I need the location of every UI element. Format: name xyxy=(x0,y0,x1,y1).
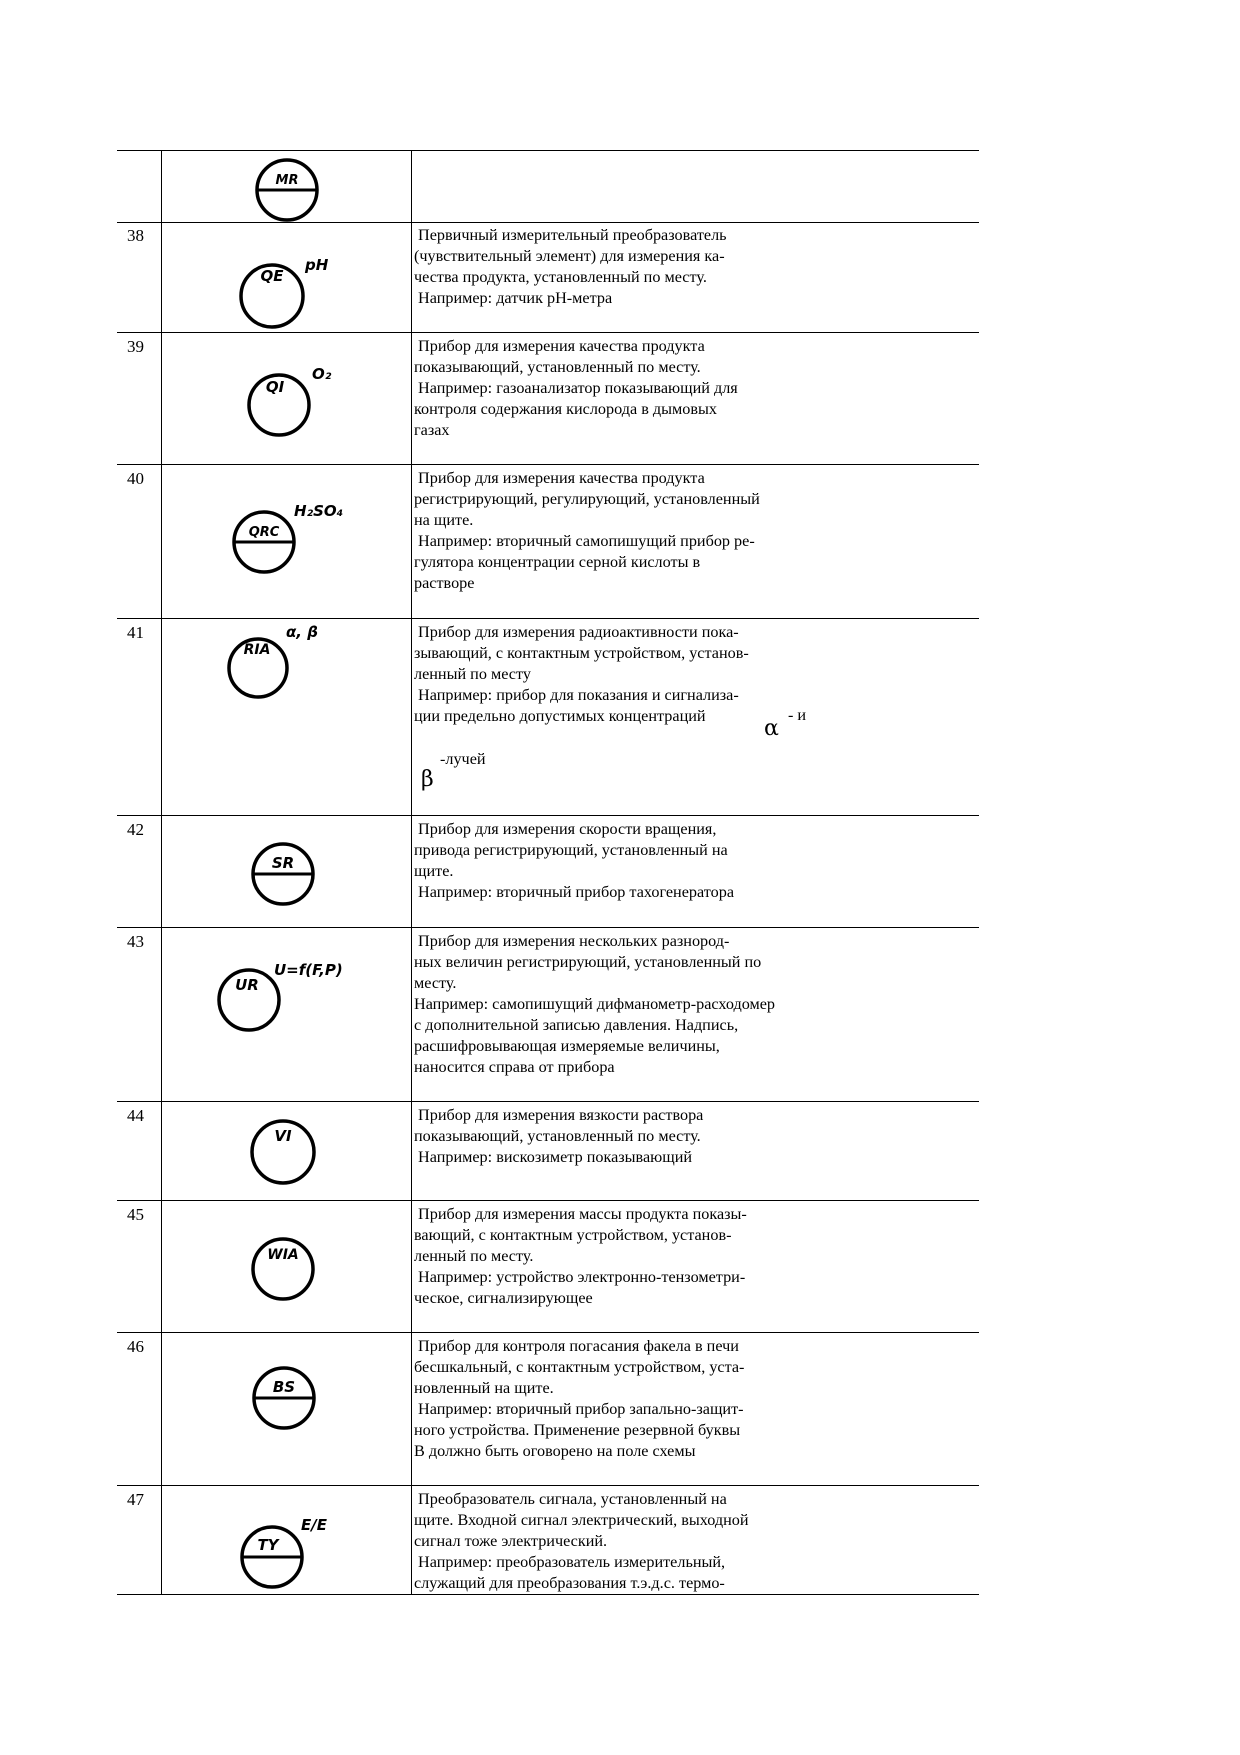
instrument-symbol xyxy=(236,1108,386,1198)
instrument-tag: UR xyxy=(235,976,259,994)
beta-suffix: -лучей xyxy=(440,750,486,768)
alpha-symbol: α xyxy=(764,716,779,741)
row-description: Прибор для измерения качества продукта регистрирующий, регулирующий, установленный на щите. Например: вторичный самопишущий прибор ре- гулятора концентрации серной кислоты в растворе xyxy=(414,469,760,592)
instrument-tag: QI xyxy=(265,378,285,396)
table-rule xyxy=(117,1200,979,1201)
table-rule xyxy=(117,464,979,465)
table-rule xyxy=(117,150,979,151)
instrument-tag: SR xyxy=(271,854,295,872)
instrument-symbol xyxy=(236,837,386,917)
instrument-symbol xyxy=(230,1505,400,1595)
instrument-note: U=f(F,P) xyxy=(274,961,343,979)
table-rule xyxy=(117,222,979,223)
row-description: Преобразователь сигнала, установленный на щите. Входной сигнал электрический, выходной сигнал тоже электрический. Например: преобразователь измерительный, служащий для преобразования т.э.д.с. термо- xyxy=(414,1490,749,1592)
row-number: 43 xyxy=(127,932,144,951)
row-number: 40 xyxy=(127,469,144,488)
instrument-symbol xyxy=(218,620,388,710)
row-number: 39 xyxy=(127,337,144,356)
table-column-rule xyxy=(161,150,162,1594)
instrument-note: E/E xyxy=(301,1516,327,1534)
instrument-tag: TY xyxy=(257,1536,279,1554)
instrument-note: pH xyxy=(305,256,329,274)
row-description: Первичный измерительный преобразователь (чувствительный элемент) для измерения ка- чества продукта, установленный по месту. Например: датчик pH-метра xyxy=(414,226,727,307)
row-number: 44 xyxy=(127,1106,144,1125)
row-number: 45 xyxy=(127,1205,144,1224)
instrument-symbol xyxy=(238,1358,388,1448)
table-column-rule xyxy=(411,150,412,1594)
instrument-note: H₂SO₄ xyxy=(294,502,344,520)
instrument-symbol xyxy=(236,1226,386,1316)
table-rule xyxy=(117,618,979,619)
instrument-tag: QRC xyxy=(248,525,280,540)
table-rule xyxy=(117,815,979,816)
row-number: 46 xyxy=(127,1337,144,1356)
row-description: Прибор для измерения нескольких разнород- ных величин регистрирующий, установленный по месту. Например: самопишущий дифманометр-расходомер с дополнительной записью давления. Надпись, расшифровывающая измеряемые величины, наносится справа от прибора xyxy=(414,932,776,1076)
instrument-tag: WIA xyxy=(267,1247,299,1263)
instrument-symbol xyxy=(212,948,392,1038)
instrument-tag: MR xyxy=(275,173,299,188)
instrument-note: O₂ xyxy=(312,365,332,383)
row-description: Прибор для измерения скорости вращения, привода регистрирующий, установленный на щите. Например: вторичный прибор тахогенератора xyxy=(414,820,735,901)
row-number: 41 xyxy=(127,623,144,642)
instrument-tag: QE xyxy=(260,267,284,285)
row-description: Прибор для измерения вязкости раствора показывающий, установленный по месту. Например: вискозиметр показывающий xyxy=(414,1106,704,1166)
instrument-tag: RIA xyxy=(243,642,271,658)
instrument-tag: VI xyxy=(274,1127,292,1145)
table-rule xyxy=(117,1101,979,1102)
row-description: Прибор для измерения массы продукта показы- вающий, с контактным устройством, установ- ленный по месту. Например: устройство электронно-тензометри- ческое, сигнализирующее xyxy=(414,1205,747,1307)
instrument-symbol xyxy=(232,355,382,445)
instrument-symbol xyxy=(222,494,392,584)
table-rule xyxy=(117,1485,979,1486)
instrument-tag: BS xyxy=(272,1378,296,1396)
row-description: Прибор для измерения радиоактивности пока- зывающий, с контактным устройством, установ- ленный по месту Например: прибор для показания и сигнализа- ции предельно допустимых концентраций xyxy=(414,623,749,725)
row-description: Прибор для измерения качества продукта показывающий, установленный по месту. Например: газоанализатор показывающий для контроля содержания кислорода в дымовых газах xyxy=(414,337,738,439)
alpha-suffix: - и xyxy=(788,706,807,724)
instrument-note: α, β xyxy=(286,623,318,641)
row-description: Прибор для контроля погасания факела в печи бесшкальный, с контактным устройством, уста- новленный на щите. Например: вторичный прибор запально-защит- ного устройства. Применение резервной буквы В должно быть оговорено на поле схемы xyxy=(414,1337,745,1460)
row-number: 42 xyxy=(127,820,144,839)
row-number: 47 xyxy=(127,1490,144,1509)
instrument-symbol xyxy=(225,246,375,336)
row-number: 38 xyxy=(127,226,144,245)
table-rule xyxy=(117,927,979,928)
beta-symbol: β xyxy=(421,767,434,792)
table-rule xyxy=(117,1332,979,1333)
instrument-symbol xyxy=(240,152,390,222)
